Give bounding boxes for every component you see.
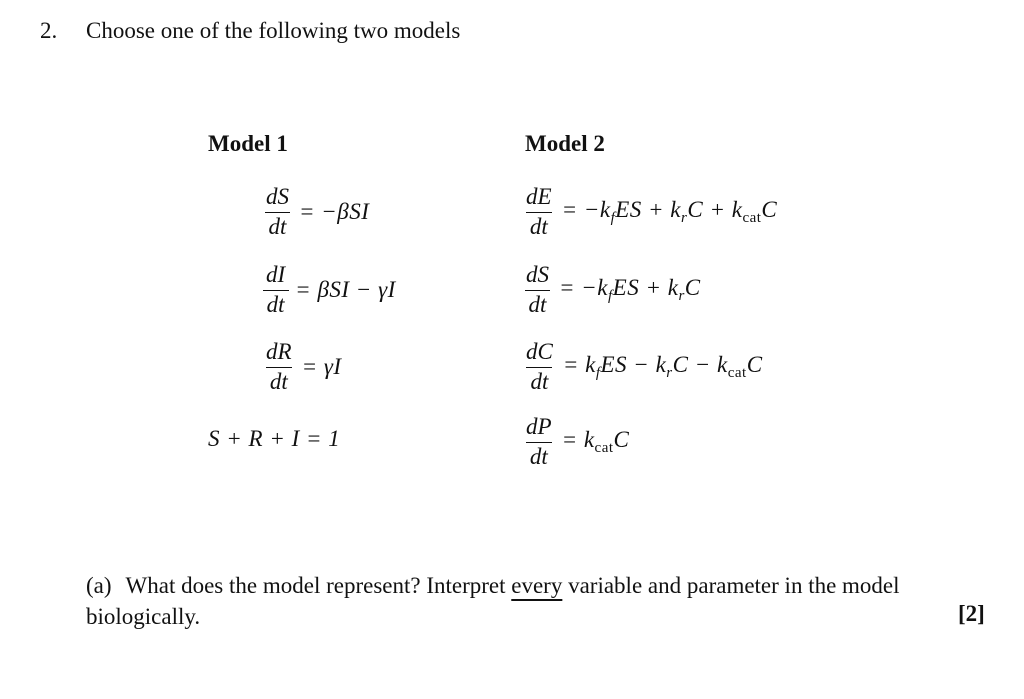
- equation-rhs: = $-k_fES + k_rC$: [559, 275, 701, 304]
- model-1-title: Model 1: [208, 131, 288, 156]
- model-2-equation-de: [522, 184, 777, 240]
- question-number: 2.: [40, 18, 58, 43]
- question-prompt: Choose one of the following two models: [86, 18, 461, 43]
- equation-rhs: = $-k_fES + k_rC + k_{cat}C$: [561, 197, 778, 226]
- part-a-text-before: What does the model represent? Interpret: [125, 573, 512, 598]
- derivative-fraction: [522, 339, 557, 395]
- fraction-numerator: dS: [266, 184, 289, 209]
- fraction-denominator: dt: [525, 290, 551, 318]
- marks-badge: [2]: [958, 601, 985, 626]
- model-2-title: Model 2: [525, 131, 605, 156]
- fraction-numerator: dS: [526, 262, 549, 287]
- equation-rhs: = $k_fES - k_rC - k_{cat}C$: [562, 352, 763, 381]
- fraction-numerator: dP: [526, 414, 552, 439]
- equation-rhs: = −βSI: [299, 199, 370, 224]
- model-1-equation-ds: [262, 184, 369, 240]
- model-1-constraint: S + R + I = 1: [208, 426, 341, 451]
- model-2-equation-dc: [522, 339, 763, 395]
- fraction-numerator: dE: [526, 184, 552, 209]
- model-2-equation-dp: [522, 414, 629, 470]
- fraction-denominator: dt: [526, 367, 552, 395]
- part-a-question: [86, 570, 956, 632]
- equation-rhs: = γI: [301, 354, 342, 379]
- fraction-denominator: dt: [265, 212, 291, 240]
- derivative-fraction: [522, 262, 553, 318]
- derivative-fraction: [262, 184, 293, 240]
- model-1-equation-di: [262, 262, 396, 318]
- fraction-denominator: dt: [263, 290, 289, 318]
- part-label: (a): [86, 573, 112, 598]
- derivative-fraction: [262, 262, 289, 318]
- fraction-denominator: dt: [526, 212, 552, 240]
- fraction-numerator: dC: [526, 339, 553, 364]
- fraction-numerator: dR: [266, 339, 292, 364]
- model-1-equation-dr: [262, 339, 342, 395]
- equation-rhs: = $k_{cat}C$: [561, 427, 630, 456]
- model-2-equation-ds: [522, 262, 701, 318]
- derivative-fraction: [522, 414, 556, 470]
- derivative-fraction: [522, 184, 556, 240]
- fraction-numerator: dI: [266, 262, 286, 287]
- derivative-fraction: [262, 339, 296, 395]
- fraction-denominator: dt: [526, 442, 552, 470]
- part-a-text-after: variable and parameter in the model biologically.: [86, 573, 900, 629]
- equation-rhs: = βSI − γI: [295, 277, 396, 302]
- fraction-denominator: dt: [266, 367, 292, 395]
- emphasis-every: every: [511, 573, 563, 598]
